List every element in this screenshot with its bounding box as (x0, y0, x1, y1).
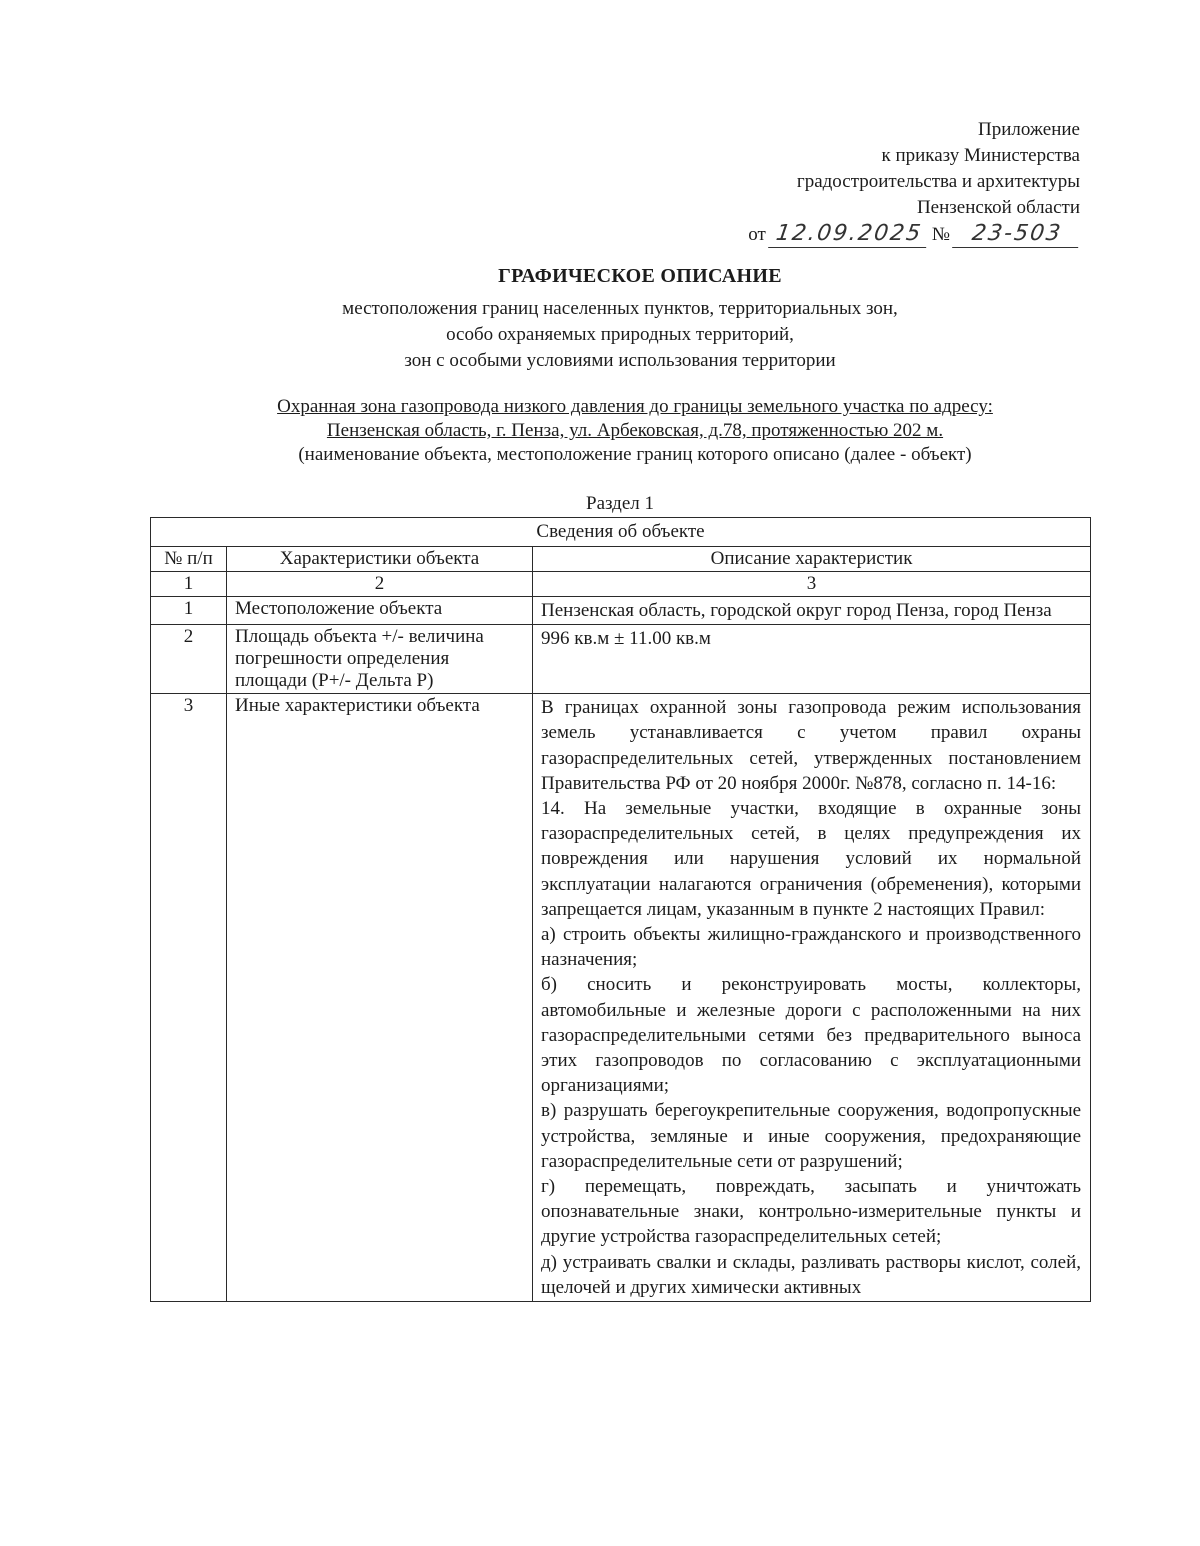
object-caption: (наименование объекта, местоположение границ которого описано (далее - объект) (298, 444, 972, 465)
object-name-line-2: Пензенская область, г. Пенза, ул. Арбековская, д.78, протяженностью 202 м. (326, 420, 944, 441)
description-paragraph: б) сносить и реконструировать мосты, коллекторы, автомобильные и железные дороги с расположенными на них газораспределительными сетями без предварительного выноса этих газопроводов по согласованию с эксплуатационными организациями; (541, 974, 1082, 1097)
number-prefix: № (931, 224, 950, 245)
row-number: 3 (151, 694, 227, 1302)
column-header-row (151, 547, 1091, 572)
date-prefix: от (748, 224, 766, 245)
description-paragraph: д) устраивать свалки и склады, разливать растворы кислот, солей, щелочей и других химически активных (541, 1251, 1082, 1298)
approval-line-2: к приказу Министерства (881, 145, 1080, 166)
handwritten-number: 23-503 (952, 221, 1082, 248)
table-header: Сведения об объекте (151, 518, 1091, 547)
table-header-row (151, 518, 1091, 547)
approval-line-4: Пензенской области (916, 197, 1080, 218)
row-characteristic: Иные характеристики объекта (227, 694, 533, 1302)
table-row (151, 625, 1091, 694)
object-name-block (0, 395, 1200, 467)
description-paragraph: В границах охранной зоны газопровода режим использования земель устанавливается с учетом правил охраны газораспределительных сетей, утвержденных постановлением Правительства РФ от 20 ноября 2000г. №878, согласно п. 14-16: (541, 697, 1082, 794)
description-paragraph: Пензенская область, городской округ город Пенза, город Пенза (541, 600, 1052, 621)
document-subtitle (0, 296, 1200, 374)
description-paragraph: 996 кв.м ± 11.00 кв.м (541, 628, 711, 650)
column-number: 3 (533, 572, 1091, 597)
order-date-number (748, 221, 1080, 248)
table-row (151, 597, 1091, 625)
section-label: Раздел 1 (586, 493, 654, 514)
subtitle-line-3: зон с особыми условиями использования территории (404, 350, 836, 371)
subtitle-line-1: местоположения границ населенных пунктов, территориальных зон, (342, 298, 898, 319)
table-row (151, 694, 1091, 1302)
handwritten-date: 12.09.2025 (768, 221, 930, 248)
approval-line-3: градостроительства и архитектуры (796, 171, 1080, 192)
object-info-table (150, 517, 1091, 1302)
column-number-row (151, 572, 1091, 597)
object-name-line-1: Охранная зона газопровода низкого давления до границы земельного участка по адресу: (277, 396, 993, 417)
approval-line-1: Приложение (978, 119, 1080, 140)
description-paragraph: а) строить объекты жилищно-гражданского и производственного назначения; (541, 924, 1082, 971)
row-description (533, 694, 1091, 1302)
row-description (533, 597, 1091, 625)
column-header: Характеристики объекта (227, 547, 533, 572)
description-paragraph: в) разрушать берегоукрепительные сооружения, водопропускные устройства, земляные и иные сооружения, предохраняющие газораспределительные сети от разрушений; (541, 1100, 1082, 1172)
column-number: 1 (151, 572, 227, 597)
row-number: 2 (151, 625, 227, 694)
row-description (533, 625, 1091, 694)
column-header: № п/п (151, 547, 227, 572)
approval-block (748, 117, 1080, 248)
row-characteristic: Местоположение объекта (227, 597, 533, 625)
description-paragraph: г) перемещать, повреждать, засыпать и уничтожать опознавательные знаки, контрольно-измерительные пункты и другие устройства газораспределительных сетей; (541, 1176, 1082, 1248)
row-number: 1 (151, 597, 227, 625)
description-paragraph: 14. На земельные участки, входящие в охранные зоны газораспределительных сетей, в целях предупреждения их повреждения или нарушения условий их нормальной эксплуатации налагаются ограничения (обременения), которыми запрещается лицам, указанным в пункте 2 настоящих Правил: (541, 798, 1082, 920)
subtitle-line-2: особо охраняемых природных территорий, (446, 324, 794, 345)
document-title: ГРАФИЧЕСКОЕ ОПИСАНИЕ (498, 265, 782, 287)
column-number: 2 (227, 572, 533, 597)
column-header: Описание характеристик (533, 547, 1091, 572)
row-characteristic: Площадь объекта +/- величина погрешности определения площади (P+/- Дельта P) (227, 625, 533, 694)
